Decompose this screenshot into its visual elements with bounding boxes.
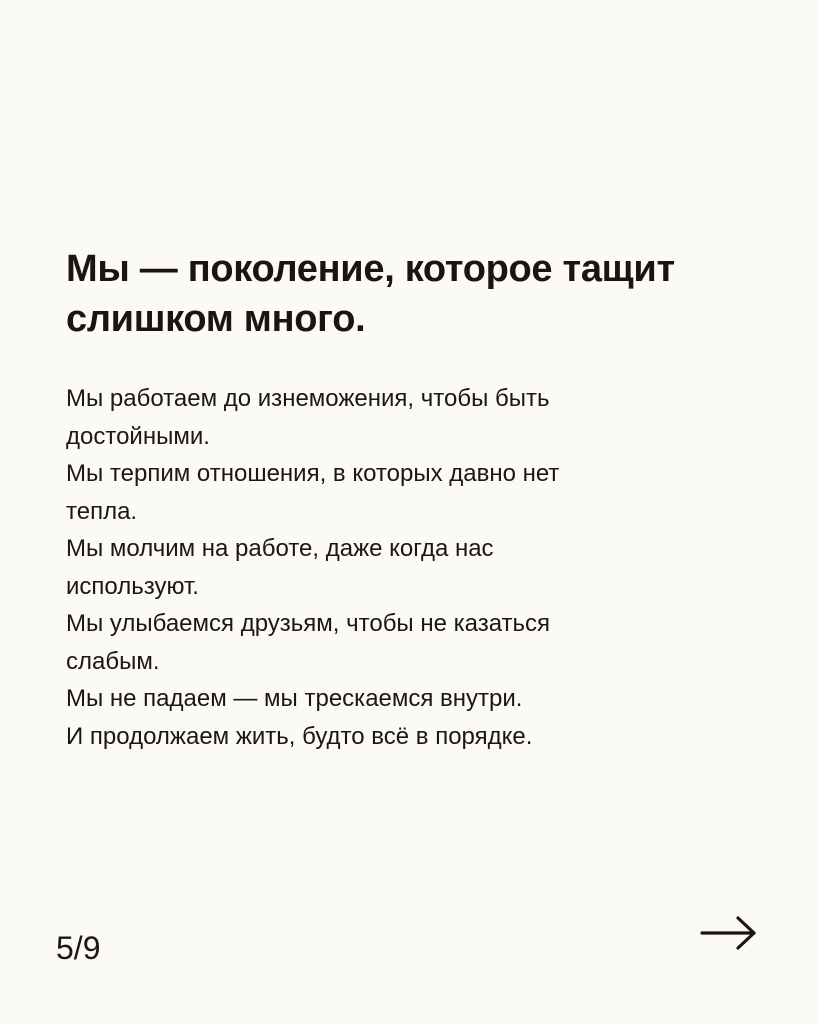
body-line: Мы терпим отношения, в которых давно нет [66, 460, 560, 487]
arrow-right-icon [700, 913, 758, 953]
body-line: Мы молчим на работе, даже когда нас [66, 535, 494, 562]
body-line: слабым. [66, 647, 160, 675]
headline-line: слишком много. [66, 298, 366, 340]
body-line: Мы не падаем — мы трескаемся внутри. [66, 685, 523, 712]
body-line: используют. [66, 572, 199, 600]
page-counter: 5/9 [56, 930, 101, 966]
body-line: тепла. [66, 497, 138, 525]
headline [66, 244, 766, 344]
headline-line: Мы — поколение, которое тащит [66, 248, 675, 290]
body-line: И продолжаем жить, будто всё в порядке. [66, 722, 533, 750]
next-slide-button[interactable] [700, 913, 758, 953]
body-line: Мы работаем до изнеможения, чтобы быть [66, 385, 550, 412]
body-line: достойными. [66, 422, 210, 450]
body-text [66, 380, 766, 755]
body-line: Мы улыбаемся друзьям, чтобы не казаться [66, 610, 551, 637]
